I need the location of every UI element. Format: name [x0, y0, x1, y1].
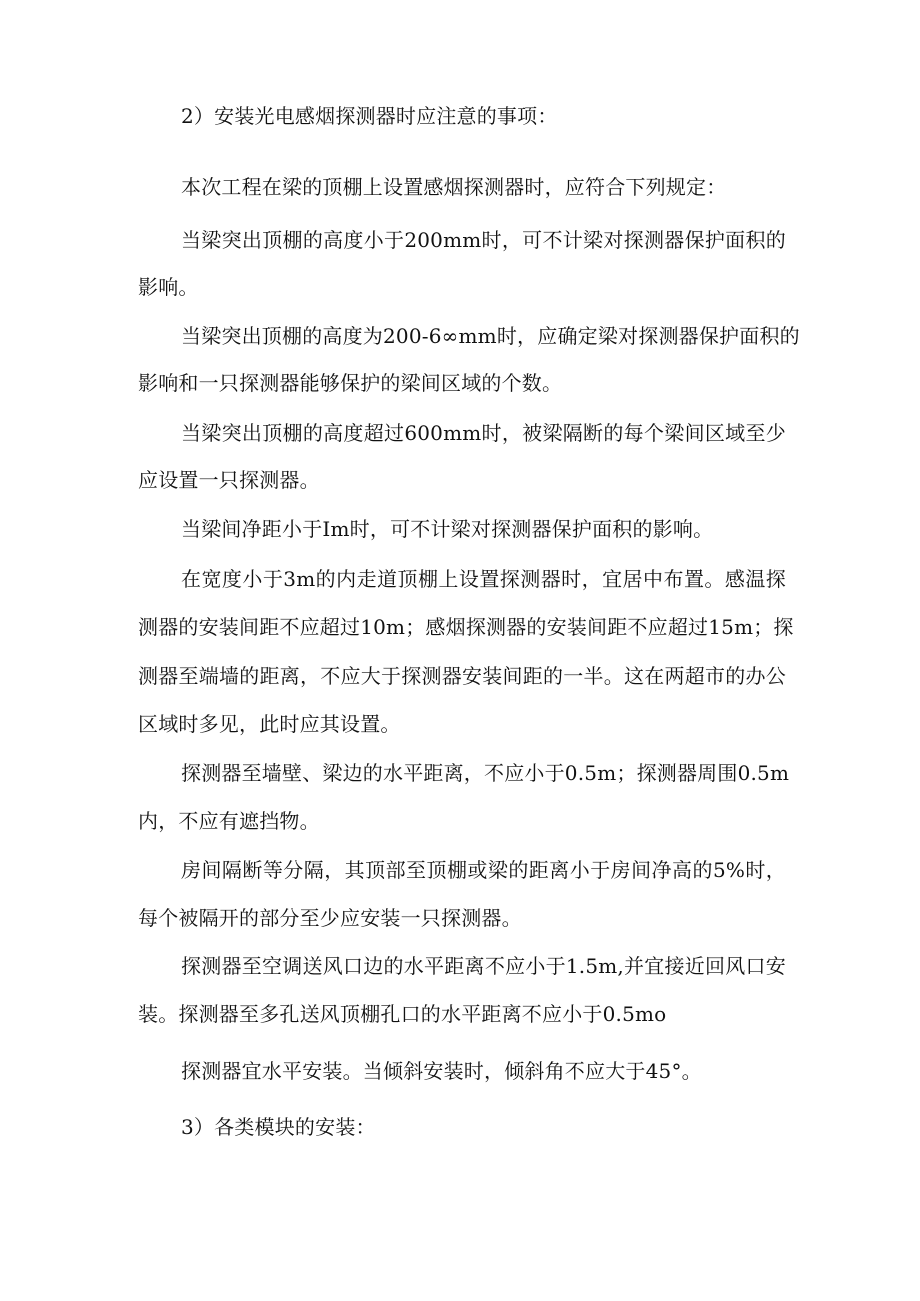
paragraph-line: 装。探测器至多孔送风顶棚孔口的水平距离不应小于0.5mo [138, 1002, 667, 1026]
paragraph-line: 探测器至墙壁、梁边的水平距离，不应小于0.5m；探测器周围0.5m [181, 761, 790, 785]
paragraph-line: 每个被隔开的部分至少应安装一只探测器。 [138, 906, 522, 930]
paragraph-line: 应设置一只探测器。 [138, 468, 320, 492]
paragraph-line: 当梁突出顶棚的高度小于200mm时，可不计梁对探测器保护面积的 [181, 228, 786, 252]
paragraph-line: 房间隔断等分隔，其顶部至顶棚或梁的距离小于房间净高的5%时， [181, 858, 786, 882]
section-heading-2: 2）安装光电感烟探测器时应注意的事项： [181, 104, 558, 128]
paragraph-line: 影响和一只探测器能够保护的梁间区域的个数。 [138, 371, 563, 395]
paragraph-line: 探测器宜水平安装。当倾斜安装时，倾斜角不应大于45°。 [181, 1059, 702, 1083]
paragraph-line: 当梁突出顶棚的高度超过600mm时，被梁隔断的每个梁间区域至少 [181, 421, 786, 445]
paragraph-line: 当梁间净距小于Im时，可不计梁对探测器保护面积的影响。 [181, 517, 714, 541]
paragraph-line: 本次工程在梁的顶棚上设置感烟探测器时，应符合下列规定： [181, 175, 727, 199]
paragraph-line: 内，不应有遮挡物。 [138, 809, 320, 833]
paragraph-line: 探测器至空调送风口边的水平距离不应小于1.5m,并宜接近回风口安 [181, 954, 786, 978]
paragraph-line: 当梁突出顶棚的高度为200-6∞mm时，应确定梁对探测器保护面积的 [181, 324, 800, 348]
paragraph-line: 影响。 [138, 275, 199, 299]
paragraph-line: 测器的安装间距不应超过10m；感烟探测器的安装间距不应超过15m；探 [138, 615, 794, 639]
paragraph-line: 区域时多见，此时应其设置。 [138, 712, 401, 736]
section-heading-3: 3）各类模块的安装： [181, 1115, 376, 1139]
paragraph-line: 测器至端墙的距离，不应大于探测器安装间距的一半。这在两超市的办公 [138, 664, 786, 688]
paragraph-line: 在宽度小于3m的内走道顶棚上设置探测器时，宜居中布置。感温探 [181, 567, 786, 591]
